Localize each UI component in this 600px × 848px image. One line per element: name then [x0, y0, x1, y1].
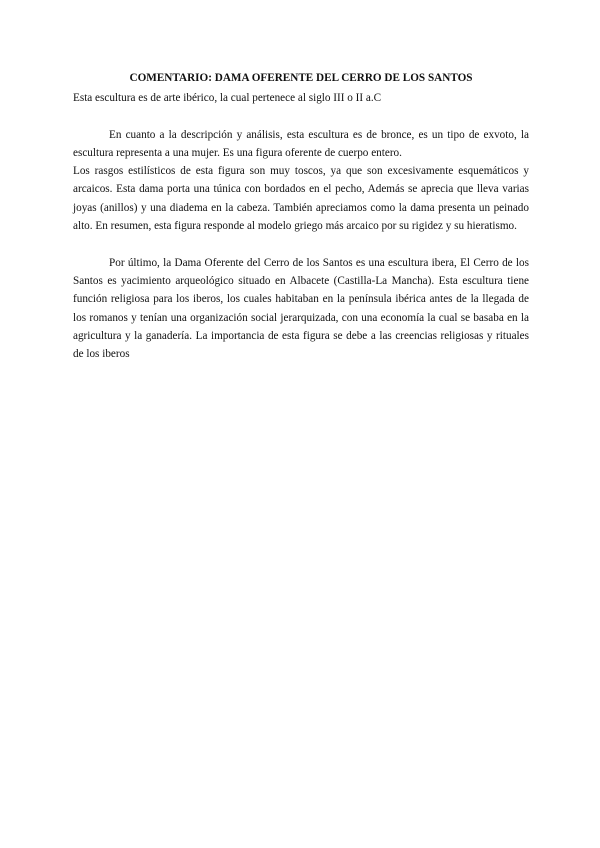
paragraph-spacer	[73, 107, 529, 125]
paragraph-stylistic-features: Los rasgos estilísticos de esta figura son muy toscos, ya que son excesivamente esquemáticos y arcaicos. Esta dama porta una túnica con bordados en el pecho, Además se aprecia que lleva varias joyas (anillos) y una diadema en la cabeza. También apreciamos como la dama presenta un peinado alto. En resumen, esta figura responde al modelo griego más arcaico por su rigidez y su hieratismo.	[73, 165, 529, 233]
paragraph-spacer	[73, 235, 529, 253]
document-title: COMENTARIO: DAMA OFERENTE DEL CERRO DE LOS SANTOS	[129, 72, 473, 84]
intro-line: Esta escultura es de arte ibérico, la cual pertenece al siglo III o II a.C	[73, 92, 382, 104]
paragraph-conclusion: Por último, la Dama Oferente del Cerro de los Santos es una escultura ibera, El Cerro de los Santos es yacimiento arqueológico situado en Albacete (Castilla-La Mancha). Esta escultura tiene función religiosa para los iberos, los cuales habitaban en la península ibérica antes de la llegada de los romanos y tenían una organización social jerarquizada, con una economía la cual se basaba en la agricultura y la ganadería. La importancia de esta figura se debe a las creencias religiosas y rituales de los iberos	[73, 256, 529, 361]
document-body	[73, 70, 529, 363]
paragraph-description: En cuanto a la descripción y análisis, esta escultura es de bronce, es un tipo de exvoto, la escultura representa a una mujer. Es una figura oferente de cuerpo entero.	[73, 128, 529, 159]
